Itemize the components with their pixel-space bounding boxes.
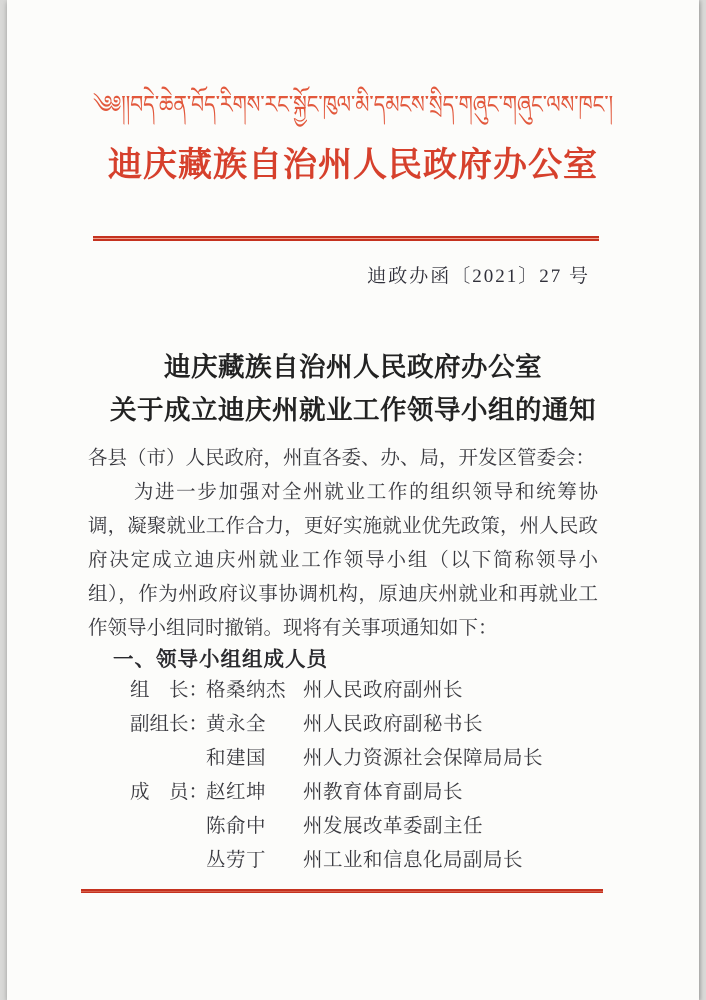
roster-person-title: 州教育体育副局长	[303, 782, 464, 803]
leadership-roster	[130, 674, 699, 878]
roster-person-title: 州人民政府副州长	[303, 680, 464, 701]
red-separator-rule-top	[93, 236, 599, 241]
notice-title	[7, 346, 699, 432]
red-separator-rule-bottom	[81, 889, 603, 893]
roster-row	[130, 776, 699, 810]
roster-role-label	[130, 742, 206, 776]
roster-row	[130, 674, 699, 708]
document-page	[7, 0, 699, 1000]
salutation: 各县（市）人民政府，州直各委、办、局，开发区管委会：	[88, 448, 596, 469]
doc-number: 迪政办函〔2021〕27 号	[367, 266, 590, 287]
roster-role-label: 成 员：	[130, 782, 209, 803]
agency-header: 迪庆藏族自治州人民政府办公室	[108, 147, 598, 184]
roster-person-name: 赵红坤	[206, 782, 267, 803]
roster-person-name: 黄永全	[206, 714, 267, 735]
roster-role-label: 组 长：	[130, 680, 209, 701]
tibetan-title-text: ༄༅།།བདེ་ཆེན་བོད་རིགས་རང་སྐྱོང་ཁུལ་མི་དམངས་སྲིད་གཞུང་གཞུང་ལས་ཁང་།	[92, 92, 614, 119]
roster-role-label	[130, 844, 206, 878]
roster-row	[130, 810, 699, 844]
roster-person-title: 州工业和信息化局副局长	[303, 850, 524, 871]
notice-title-line2: 关于成立迪庆州就业工作领导小组的通知	[110, 395, 596, 425]
roster-role-label	[130, 810, 206, 844]
roster-person-name: 丛劳丁	[206, 850, 267, 871]
roster-person-title: 州人力资源社会保障局局长	[303, 748, 544, 769]
roster-row	[130, 708, 699, 742]
roster-role-label: 副组长：	[130, 714, 209, 735]
roster-person-name: 格桑纳杰	[206, 680, 287, 701]
notice-title-line1: 迪庆藏族自治州人民政府办公室	[164, 352, 542, 382]
roster-person-name: 陈俞中	[206, 816, 267, 837]
roster-person-title: 州发展改革委副主任	[303, 816, 484, 837]
roster-person-name: 和建国	[206, 748, 267, 769]
notice-body	[88, 442, 598, 646]
body-paragraph: 为进一步加强对全州就业工作的组织领导和统筹协调，凝聚就业工作合力，更好实施就业优先政策，州人民政府决定成立迪庆州就业工作领导小组（以下简称领导小组），作为州政府议事协调机构，原迪庆州就业和再就业工作领导小组同时撤销。现将有关事项通知如下：	[88, 482, 598, 639]
roster-row	[130, 742, 699, 776]
tibetan-header-row	[7, 0, 699, 126]
section-one-heading: 一、领导小组组成人员	[113, 648, 328, 671]
roster-row	[130, 844, 699, 878]
roster-person-title: 州人民政府副秘书长	[303, 714, 484, 735]
